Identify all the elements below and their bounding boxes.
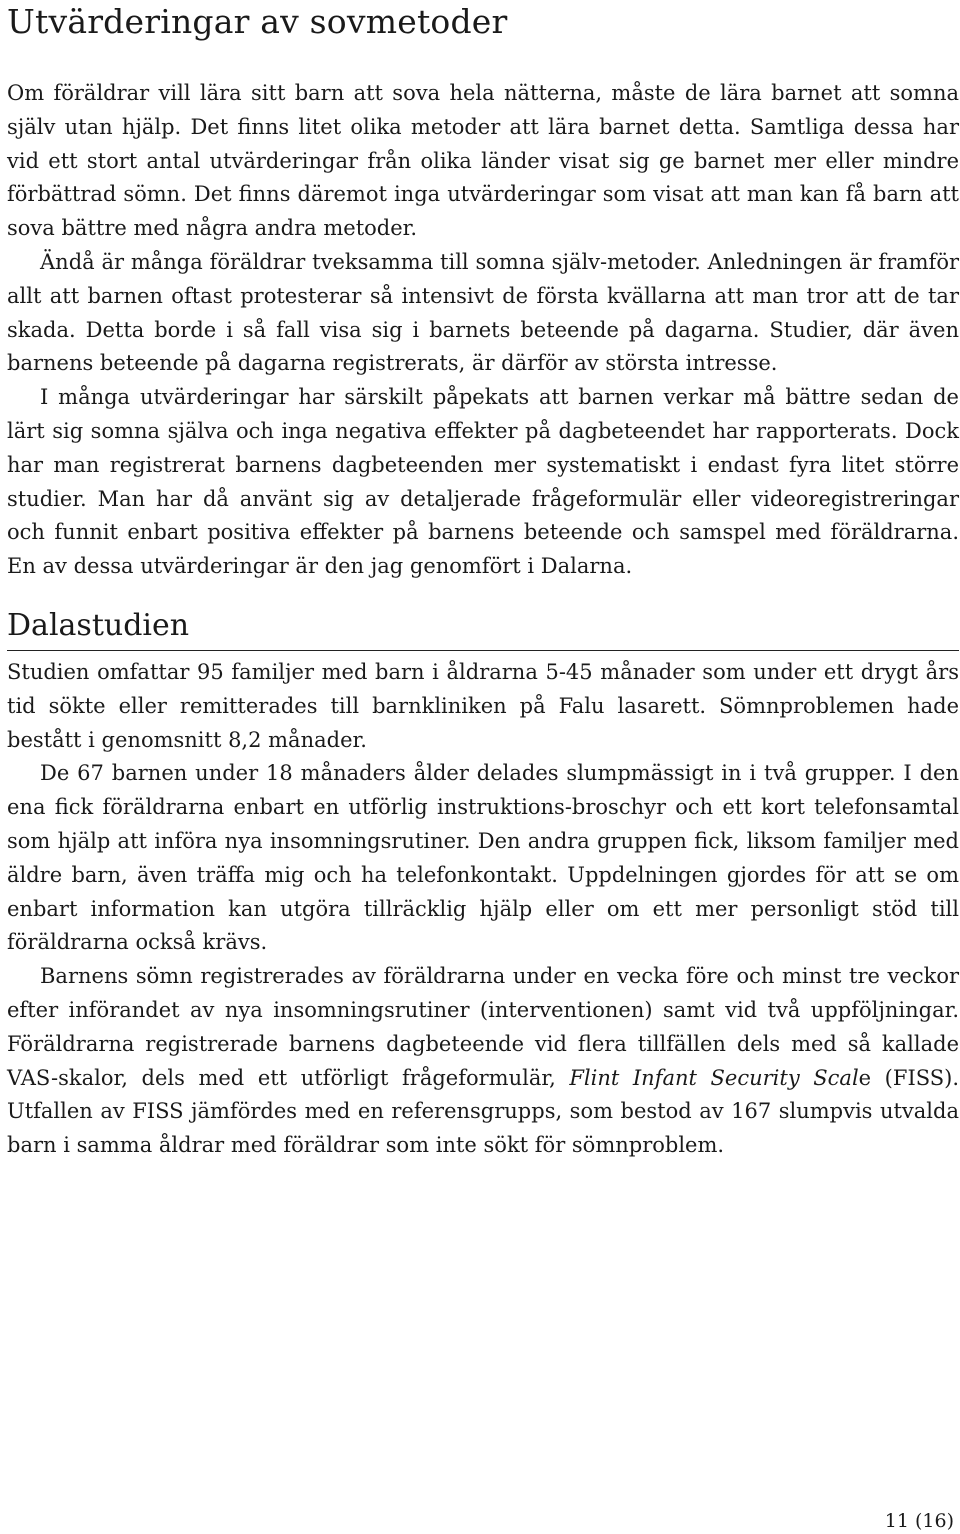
intro-paragraph-1: Om föräldrar vill lära sitt barn att sova hela nätterna, måste de lära barnet att somna själv utan hjälp. Det finns litet olika metoder att lära barnet detta. Samtliga dessa har vid ett stort antal utvärderingar från olika länder visat sig ge barnet mer eller mindre förbättrad sömn. Det finns däremot inga utvärderingar som visat att man kan få barn att sova bättre med några andra metoder.: [7, 81, 959, 241]
page-title: Utvärderingar av sovmetoder: [7, 2, 508, 41]
document-page: [7, 0, 959, 1163]
paragraph-text-end: e (FISS). Utfallen av FISS jämfördes med en referensgrupps, som bestod av 167 slumpvis utvalda barn i samma åldrar med föräldrar som inte sökt för sömnproblem.: [7, 1065, 960, 1158]
page-number: 11 (16): [884, 1510, 954, 1532]
section-paragraph-2: De 67 barnen under 18 månaders ålder delades slumpmässigt in i två grupper. I den ena fick föräldrarna enbart en utförlig instruktions-broschyr och ett kort telefonsamtal som hjälp att införa nya insomningsrutiner. Den andra gruppen fick, liksom familjer med äldre barn, även träffa mig och ha telefonkontakt. Uppdelningen gjordes för att se om enbart information kan utgöra tillräcklig hjälp eller om ett mer personligt stöd till föräldrarna också krävs.: [7, 761, 959, 955]
paragraph-text: Barnens sömn registrerades av föräldrarna under en vecka före och minst tre veckor efter införandet av nya insomningsrutiner (interventionen) samt vid två uppföljningar. Föräldrarna registrerade barnens dagbeteende vid flera tillfällen dels med så kallade VAS-skalor, dels med ett utförligt frågeformulär,: [7, 964, 959, 1090]
intro-paragraph-2: Ändå är många föräldrar tveksamma till somna själv-metoder. Anledningen är framför allt att barnen oftast protesterar så intensivt de första kvällarna att man tror att de tar skada. Detta borde i så fall visa sig i barnets beteende på dagarna. Studier, där även barnens beteende på dagarna registrerats, är därför av största intresse.: [7, 249, 959, 376]
fiss-name-italic: Flint Infant Security Scal: [569, 1065, 859, 1090]
section-heading: Dalastudien: [7, 606, 959, 651]
dalastudien-section: [7, 606, 959, 1163]
intro-paragraph-3: I många utvärderingar har särskilt påpekats att barnen verkar må bättre sedan de lärt sig somna själva och inga negativa effekter på dagbeteendet har rapporterats. Dock har man registrerat barnens dagbeteenden mer systematiskt i endast fyra litet större studier. Man har då använt sig av detaljerade frågeformulär eller videoregistreringar och funnit enbart positiva effekter på barnens beteende och samspel med föräldrarna. En av dessa utvärderingar är den jag genomfört i Dalarna.: [7, 385, 959, 579]
section-paragraph-3: [7, 960, 959, 1163]
section-paragraph-1: Studien omfattar 95 familjer med barn i åldrarna 5-45 månader som under ett drygt års tid sökte eller remitterades till barnkliniken på Falu lasarett. Sömnproblemen hade bestått i genomsnitt 8,2 månader.: [7, 659, 959, 752]
intro-section: [7, 77, 959, 584]
